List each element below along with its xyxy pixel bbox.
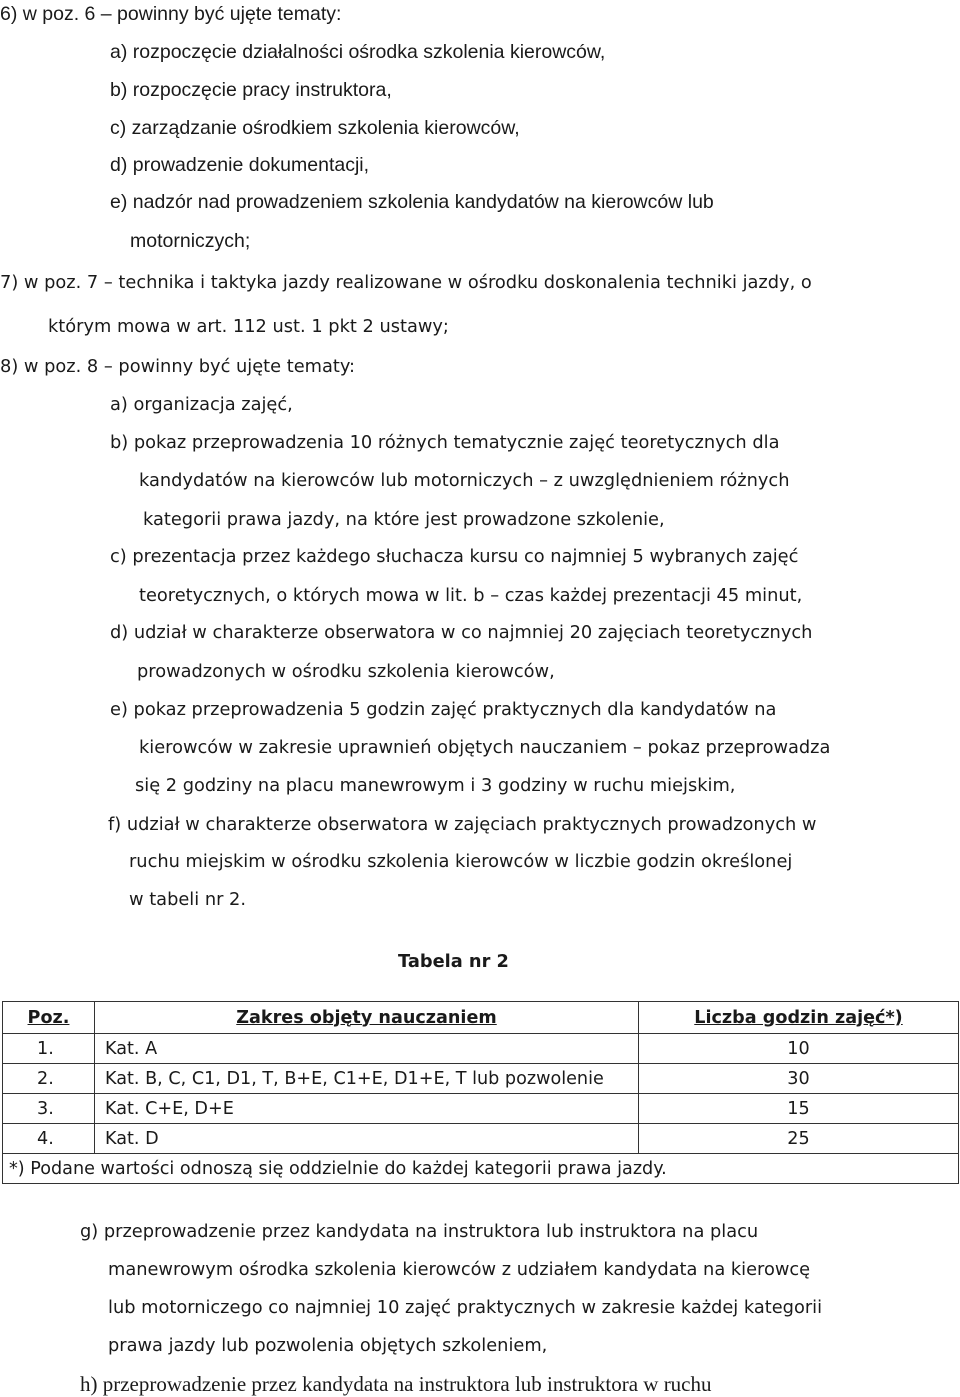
section-8-line: kategorii prawa jazdy, na które jest prowadzone szkolenie, [143,509,665,530]
table-cell-hours: 25 [639,1124,959,1154]
table-footnote: *) Podane wartości odnoszą się oddzielnie do każdej kategorii prawa jazdy. [3,1154,959,1184]
section-6-item-e-cont: motorniczych; [130,230,251,252]
section-8-heading: 8) w poz. 8 – powinny być ujęte tematy: [0,356,356,377]
table-cell-hours: 30 [639,1064,959,1094]
section-8-line: się 2 godziny na placu manewrowym i 3 godziny w ruchu miejskim, [135,775,736,796]
section-h-line: h) przeprowadzenie przez kandydata na instruktora lub instruktora w ruchu [80,1372,712,1396]
table-cell-scope: Kat. C+E, D+E [95,1094,639,1124]
table-footnote-row [3,1154,959,1184]
table-title: Tabela nr 2 [398,951,509,972]
section-g-line: lub motorniczego co najmniej 10 zajęć praktycznych w zakresie każdej kategorii [108,1297,823,1318]
section-7-line-1: 7) w poz. 7 – technika i taktyka jazdy realizowane w ośrodku doskonalenia techniki jazdy, o [0,272,812,293]
section-8-line: w tabeli nr 2. [129,889,247,910]
table-cell-poz: 1. [3,1034,95,1064]
table-cell-poz: 4. [3,1124,95,1154]
header-hours: Liczba godzin zajęć*) [694,1007,903,1028]
section-6-item-e: e) nadzór nad prowadzeniem szkolenia kandydatów na kierowców lub [110,191,714,213]
section-8-line: kierowców w zakresie uprawnień objętych nauczaniem – pokaz przeprowadza [139,737,831,758]
table-row [3,1124,959,1154]
section-6-item-b: b) rozpoczęcie pracy instruktora, [110,79,392,101]
table-header-cell [3,1002,95,1034]
header-scope: Zakres objęty nauczaniem [236,1007,497,1028]
section-g-line: prawa jazdy lub pozwolenia objętych szkoleniem, [108,1335,548,1356]
section-8-line: prowadzonych w ośrodku szkolenia kierowców, [137,661,555,682]
table-cell-hours: 10 [639,1034,959,1064]
table-row [3,1064,959,1094]
table-row [3,1094,959,1124]
hours-table [2,1001,959,1184]
table-header-row [3,1002,959,1034]
section-6-heading: 6) w poz. 6 – powinny być ujęte tematy: [0,3,342,25]
section-8-line: b) pokaz przeprowadzenia 10 różnych tematycznie zajęć teoretycznych dla [110,432,780,453]
table-row [3,1034,959,1064]
table-cell-scope: Kat. A [95,1034,639,1064]
section-6-item-a: a) rozpoczęcie działalności ośrodka szkolenia kierowców, [110,41,606,63]
hours-table-container [2,1001,958,1184]
table-header-cell [639,1002,959,1034]
section-g-line: g) przeprowadzenie przez kandydata na instruktora lub instruktora na placu [80,1221,759,1242]
section-g-line: manewrowym ośrodka szkolenia kierowców z udziałem kandydata na kierowcę [108,1259,811,1280]
table-cell-scope: Kat. D [95,1124,639,1154]
section-8-line: c) prezentacja przez każdego słuchacza kursu co najmniej 5 wybranych zajęć [110,546,799,567]
section-6-item-d: d) prowadzenie dokumentacji, [110,154,370,176]
section-7-line-2: którym mowa w art. 112 ust. 1 pkt 2 ustawy; [48,316,449,337]
table-header-cell [95,1002,639,1034]
table-cell-scope: Kat. B, C, C1, D1, T, B+E, C1+E, D1+E, T lub pozwolenie [95,1064,639,1094]
section-8-line: teoretycznych, o których mowa w lit. b – czas każdej prezentacji 45 minut, [139,585,803,606]
table-cell-hours: 15 [639,1094,959,1124]
section-8-line: a) organizacja zajęć, [110,394,293,415]
section-6-item-c: c) zarządzanie ośrodkiem szkolenia kierowców, [110,117,520,139]
section-8-line: d) udział w charakterze obserwatora w co najmniej 20 zajęciach teoretycznych [110,622,813,643]
section-8-line: f) udział w charakterze obserwatora w zajęciach praktycznych prowadzonych w [108,814,817,835]
section-8-line: e) pokaz przeprowadzenia 5 godzin zajęć praktycznych dla kandydatów na [110,699,777,720]
section-8-line: ruchu miejskim w ośrodku szkolenia kierowców w liczbie godzin określonej [129,851,793,872]
header-poz: Poz. [27,1007,70,1028]
section-8-line: kandydatów na kierowców lub motorniczych – z uwzględnieniem różnych [139,470,790,491]
table-cell-poz: 2. [3,1064,95,1094]
table-cell-poz: 3. [3,1094,95,1124]
